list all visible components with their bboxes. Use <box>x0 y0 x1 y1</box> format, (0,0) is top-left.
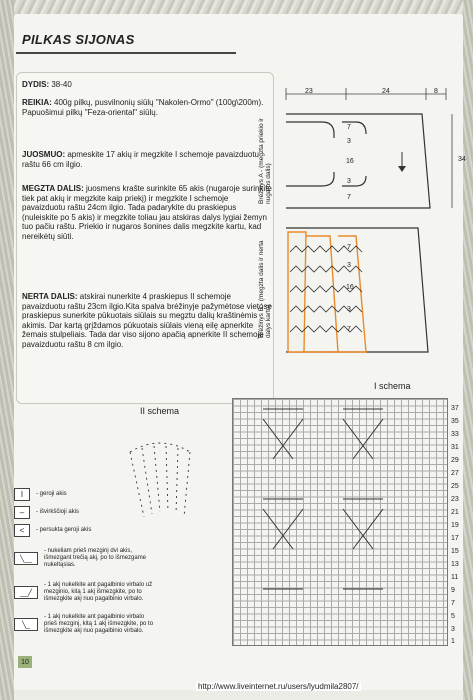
legend-symbol: I <box>14 488 30 501</box>
legend-text: - išvirkščioji akis <box>36 509 80 515</box>
legend-text: - geroji akis <box>36 491 67 497</box>
row-number: 11 <box>451 574 459 581</box>
size-label: DYDIS: <box>22 80 50 89</box>
row-number: 9 <box>451 587 455 594</box>
materials-paragraph <box>22 98 272 117</box>
side-mark-b-1: 7 <box>347 244 351 251</box>
side-mark-b-5: 7 <box>347 326 351 333</box>
page-title: PILKAS SIJONAS <box>22 32 135 47</box>
legend-cross-back <box>14 582 154 603</box>
crochet-text: atskirai nunerkite 4 praskiepus II schemoje pavaizduotu raštu 23cm ilgio.Kita spalva brėžinyje pažymėtose vietose praskiepus sunerkite pūkuotais siūlais su megztu dalių kraštinėmis akimis. Dar kartą grįždamos pūkuotais siūlais vieną eilę apnerkite žemais stulpeliais. Tada dar viso sijono apačią apnerkite II schemoje pavaizduotu raštu 8 cm ilgio. <box>22 292 272 349</box>
legend-text: - 1 akį nukelkite ant pagalbinio virbalo prieš mezginį, kitą 1 akį išmezgkite, po to išmezgkite akį nuo pagalbinio virbalo. <box>44 614 154 634</box>
diagram-a-label: Brėžinys A - (megzta priekio ir nugaros dalis) <box>258 118 272 204</box>
knitted-label: MEGZTA DALIS: <box>22 184 84 193</box>
materials-text: 400g pilkų, pusvilnonių siūlų "Nakolen-Ormo" (100g\200m). Papuošimui pilkų "Feza-oriental" siūlų. <box>22 98 264 117</box>
row-number: 35 <box>451 418 459 425</box>
legend-purl <box>14 506 146 519</box>
legend-cross-3 <box>14 548 154 569</box>
page-number: 10 <box>18 656 32 668</box>
legend-symbol: ╲__ <box>14 552 38 565</box>
side-mark-b-4: 3 <box>347 306 351 313</box>
height-label: 34 <box>458 156 466 163</box>
yarn-photo-left <box>0 0 14 700</box>
row-number: 13 <box>451 561 459 568</box>
row-number: 27 <box>451 470 459 477</box>
row-number: 23 <box>451 496 459 503</box>
materials-label: REIKIA: <box>22 98 52 107</box>
size-paragraph <box>22 80 272 90</box>
size-text: 38-40 <box>49 80 72 89</box>
title-underline <box>16 52 236 54</box>
legend-symbol: __╱ <box>14 586 38 599</box>
legend-symbol: < <box>14 524 30 537</box>
row-number: 19 <box>451 522 459 529</box>
legend-cross-front <box>14 614 154 635</box>
side-mark-a-2: 3 <box>347 138 351 145</box>
legend-symbol: – <box>14 506 30 519</box>
width-label-c: 8 <box>434 88 438 95</box>
row-number: 31 <box>451 444 459 451</box>
legend-knit <box>14 488 146 501</box>
knitted-text: juosmens krašte surinkite 65 akis (nugaroje surinkite tiek pat akių ir megzkite kaip priekį) ir megzkite I schemoje pavaizduotu raštu 24cm ilgio. Tada padarykite du praskiepus (nuleiskite po 5 akis) ir megzkite toliau jau atskiras dalys lygiai žemyn tuo pačiu raštu. Priekio ir nugaros šonines dalis megzkite kartu, kad nereikėtų siūti. <box>22 184 272 241</box>
schema-1-title: I schema <box>374 381 411 391</box>
schema-1-symbols <box>233 399 447 645</box>
row-number: 5 <box>451 613 455 620</box>
row-number: 1 <box>451 638 455 645</box>
row-number: 3 <box>451 626 455 633</box>
waistband-paragraph <box>22 150 272 169</box>
side-mark-b-2: 3 <box>347 262 351 269</box>
width-label-a: 23 <box>305 88 313 95</box>
row-number: 25 <box>451 483 459 490</box>
legend-text: - nukeliam prieš mezginį dvi akis, išmezgant trečią akį, po to išmezgame nukeltąsias. <box>44 548 147 568</box>
side-mark-a-1: 7 <box>347 124 351 131</box>
side-mark-a-4: 3 <box>347 178 351 185</box>
row-number: 7 <box>451 600 455 607</box>
legend-twisted <box>14 524 146 537</box>
knitted-paragraph <box>22 184 272 242</box>
diagram-a <box>286 114 452 208</box>
skirt-diagrams <box>246 82 468 372</box>
legend-text: - persukta geroji akis <box>36 527 92 533</box>
row-number: 15 <box>451 548 459 555</box>
row-number: 33 <box>451 431 459 438</box>
diagram-b <box>286 228 428 352</box>
row-number: 29 <box>451 457 459 464</box>
schema-2-title: II schema <box>140 406 180 416</box>
crochet-label: NERTA DALIS: <box>22 292 78 301</box>
source-url[interactable]: http://www.liveinternet.ru/users/lyudmila2807/ <box>198 682 359 691</box>
side-mark-a-3: 16 <box>346 158 354 165</box>
width-label-b: 24 <box>382 88 390 95</box>
row-number: 17 <box>451 535 459 542</box>
waistband-label: JUOSMUO: <box>22 150 66 159</box>
waistband-text: apmeskite 17 akių ir megzkite I schemoje pavaizduotu raštu 66 cm ilgio. <box>22 150 259 169</box>
diagram-b-label: Brėžinys B - (megzta dalis ir nerta dalys kartu) <box>258 240 272 338</box>
legend-symbol: ╲_ <box>14 618 38 631</box>
crochet-paragraph <box>22 292 272 350</box>
side-mark-b-3: 16 <box>346 284 354 291</box>
side-mark-a-5: 7 <box>347 194 351 201</box>
row-number: 21 <box>451 509 459 516</box>
row-number: 37 <box>451 405 459 412</box>
legend-text: - 1 akį nukelkite ant pagalbinio virbalo už mezginio, kitą 1 akį išmezgkite, po to išmezgkite akį nuo pagalbinio virbalo. <box>44 582 153 602</box>
schema-1-grid <box>232 398 448 646</box>
